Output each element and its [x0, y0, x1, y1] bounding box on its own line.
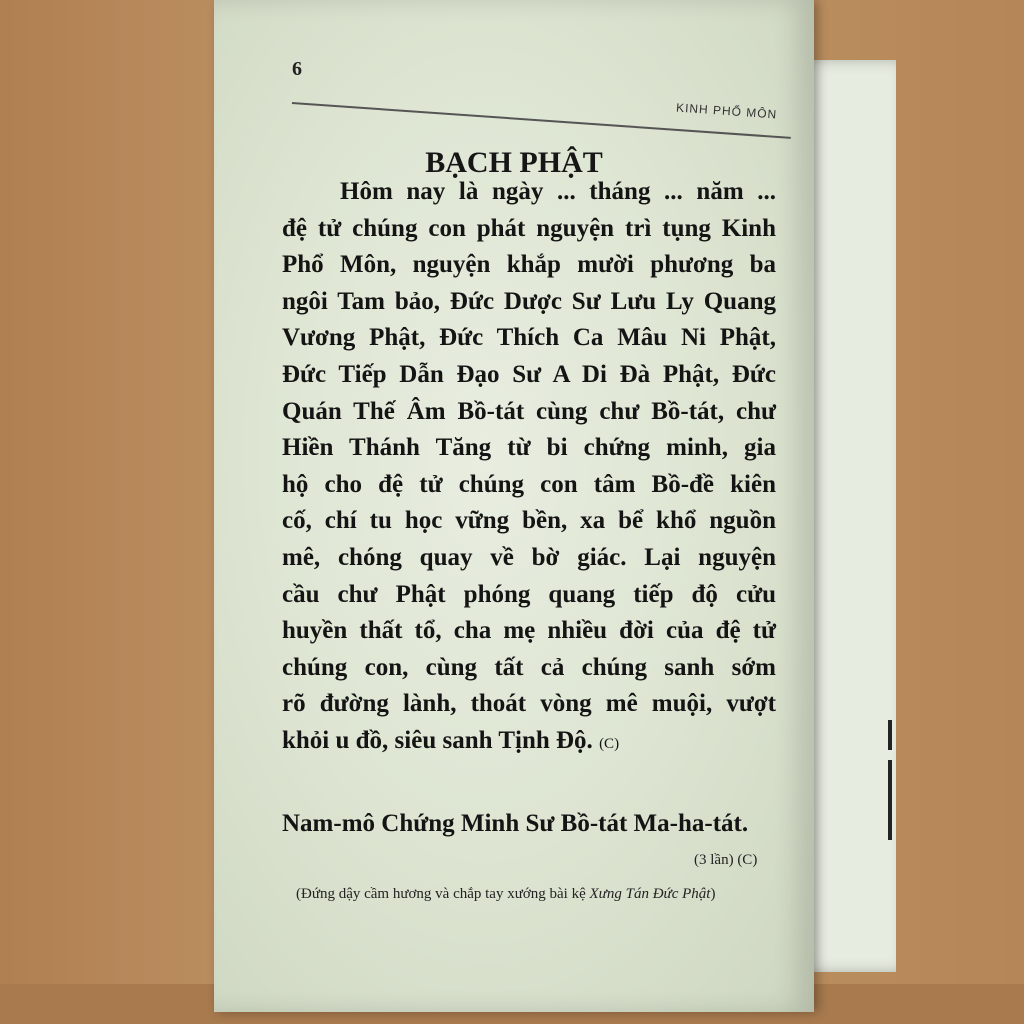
text-line: mê, chóng quay về bờ giác. Lại nguyện: [282, 543, 776, 571]
text-line: Hiền Thánh Tăng từ bi chứng minh, gia: [282, 434, 776, 462]
text-line: huyền thất tổ, cha mẹ nhiều đời của đệ tử: [282, 617, 776, 645]
facing-page-edge: [800, 60, 896, 972]
text-line: Hôm nay là ngày ... tháng ... năm ...: [340, 178, 776, 205]
text-line-last: [282, 723, 776, 760]
text-line: khỏi u đồ, siêu sanh Tịnh Độ.: [282, 726, 593, 754]
bell-mark: (C): [599, 735, 620, 752]
text-fragment: [888, 720, 892, 750]
text-line: Quán Thế Âm Bồ-tát cùng chư Bồ-tát, chư: [282, 397, 776, 425]
body-text: [282, 174, 776, 760]
text-line: cố, chí tu học vững bền, xa bể khổ nguồn: [282, 507, 776, 535]
text-line: đệ tử chúng con phát nguyện trì tụng Kinh: [282, 214, 776, 242]
instruction-prefix: (Đứng dậy cầm hương và chắp tay xướng bài kệ: [296, 886, 590, 902]
text-line: Phổ Môn, nguyện khắp mười phương ba: [282, 251, 776, 279]
page-number: 6: [292, 58, 302, 80]
text-line: chúng con, cùng tất cả chúng sanh sớm: [282, 653, 776, 681]
text-line: rõ đường lành, thoát vòng mê muội, vượt: [282, 690, 776, 718]
text-line: Vương Phật, Đức Thích Ca Mâu Ni Phật,: [282, 324, 776, 352]
instruction-suffix: ): [710, 886, 716, 902]
text-fragment: [888, 760, 892, 840]
text-line: Đức Tiếp Dẫn Đạo Sư A Di Đà Phật, Đức: [282, 360, 776, 388]
instruction-title: Xưng Tán Đức Phật: [589, 886, 711, 902]
book-page: [214, 0, 814, 1012]
instruction-note: [296, 886, 715, 903]
text-line: ngôi Tam bảo, Đức Dược Sư Lưu Ly Quang: [282, 287, 776, 315]
text-line: hộ cho đệ tử chúng con tâm Bồ-đề kiên: [282, 470, 776, 498]
repeat-note: (3 lần) (C): [694, 852, 758, 868]
text-line: cầu chư Phật phóng quang tiếp độ cửu: [282, 580, 776, 608]
section-title: BẠCH PHẬT: [425, 146, 603, 179]
running-head: KINH PHỔ MÔN: [675, 100, 778, 122]
invocation: Nam-mô Chứng Minh Sư Bồ-tát Ma-ha-tát.: [282, 810, 749, 837]
